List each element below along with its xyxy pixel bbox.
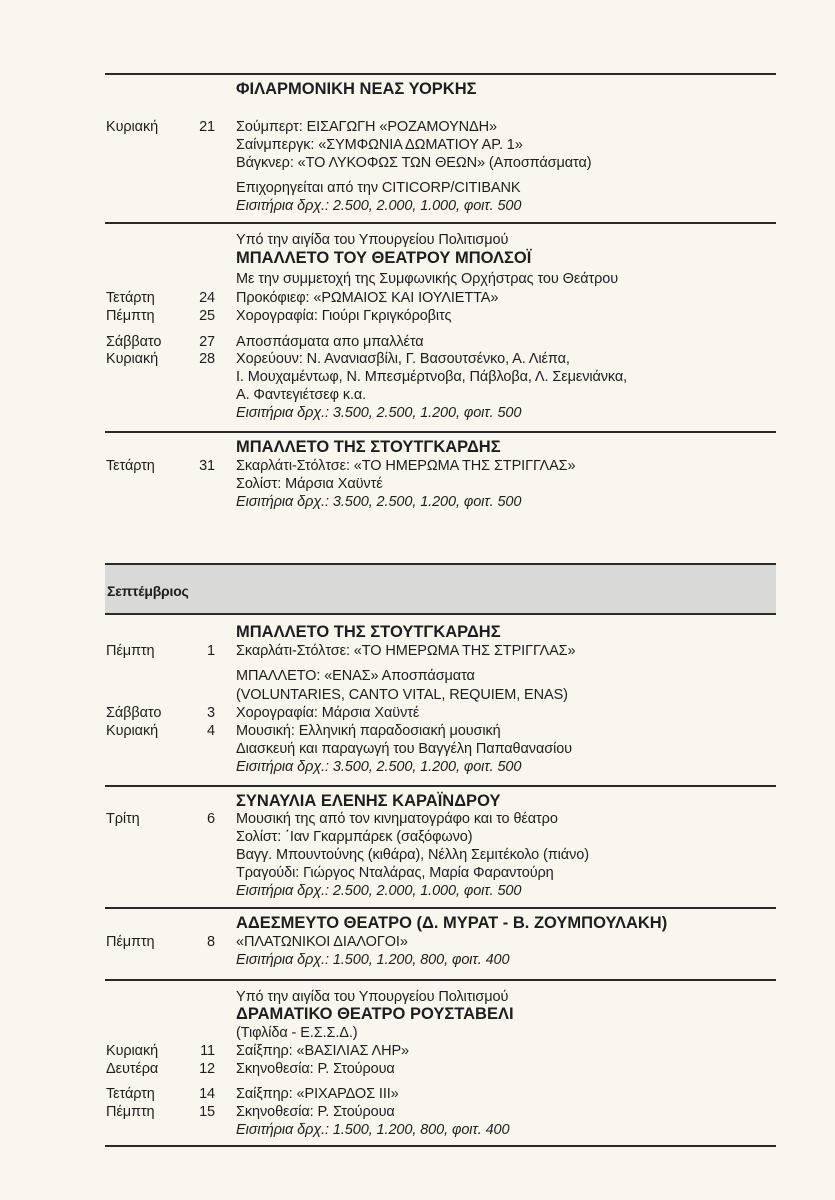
ticket-prices: Εισιτήρια δρχ.: 1.500, 1.200, 800, φοιτ. 400: [236, 952, 510, 968]
ticket-prices: Εισιτήρια δρχ.: 2.500, 2.000, 1.000, φοιτ. 500: [236, 198, 522, 214]
event-line: Μουσική: Ελληνική παραδοσιακή μουσική: [236, 723, 501, 739]
event-line: Σαίξπηρ: «ΡΙΧΑΡΔΟΣ ΙΙΙ»: [236, 1086, 399, 1102]
event-date: 3: [207, 705, 215, 721]
event-date: 11: [200, 1043, 215, 1059]
divider: [105, 1145, 776, 1147]
month-header: [105, 563, 776, 615]
event-title: ΑΔΕΣΜΕΥΤΟ ΘΕΑΤΡΟ (Δ. ΜΥΡΑΤ - Β. ΖΟΥΜΠΟΥΛΑΚΗ): [236, 914, 668, 932]
event-date: 4: [207, 723, 215, 739]
event-line: «ΠΛΑΤΩΝΙΚΟΙ ΔΙΑΛΟΓΟΙ»: [236, 934, 408, 950]
event-day: Τετάρτη: [106, 290, 155, 306]
event-date: 27: [199, 334, 215, 350]
event-day: Τετάρτη: [106, 1086, 155, 1102]
event-line: Α. Φαντεγιέτσεφ κ.α.: [236, 387, 367, 403]
event-title: ΔΡΑΜΑΤΙΚΟ ΘΕΑΤΡΟ ΡΟΥΣΤΑΒΕΛΙ: [236, 1005, 514, 1023]
event-day: Πέμπτη: [106, 1104, 155, 1120]
ticket-prices: Εισιτήρια δρχ.: 1.500, 1.200, 800, φοιτ. 400: [236, 1122, 510, 1138]
event-day: Δευτέρα: [106, 1061, 159, 1077]
event-line: Μουσική της από τον κινηματογράφο και το θέατρο: [236, 811, 558, 827]
event-title: ΜΠΑΛΛΕΤΟ ΤΟΥ ΘΕΑΤΡΟΥ ΜΠΟΛΣΟΪ: [236, 249, 532, 267]
divider: [105, 907, 776, 909]
event-line: (VOLUNTARIES, CANTO VITAL, REQUIEM, ENAS): [236, 687, 568, 703]
event-date: 31: [199, 458, 215, 474]
event-line: Σολίστ: Μάρσια Χαϋντέ: [236, 476, 383, 492]
event-line: Προκόφιεφ: «ΡΩΜΑΙΟΣ ΚΑΙ ΙΟΥΛΙΕΤΤΑ»: [236, 290, 499, 306]
event-day: Κυριακή: [106, 351, 159, 367]
event-date: 8: [207, 934, 215, 950]
event-date: 21: [199, 119, 215, 135]
event-date: 28: [199, 351, 215, 367]
event-line: Σαίνμπεργκ: «ΣΥΜΦΩΝΙΑ ΔΩΜΑΤΙΟΥ ΑΡ. 1»: [236, 137, 523, 153]
event-line: Σολίστ: ΄Ιαν Γκαρμπάρεκ (σαξόφωνο): [236, 829, 473, 845]
event-day: Πέμπτη: [106, 934, 155, 950]
event-line: Χορογραφία: Γιούρι Γκριγκόροβιτς: [236, 308, 452, 324]
event-line: Τραγούδι: Γιώργος Νταλάρας, Μαρία Φαραντούρη: [236, 865, 554, 881]
event-day: Τετάρτη: [106, 458, 155, 474]
divider: [105, 785, 776, 787]
event-day: Κυριακή: [106, 1043, 159, 1059]
sponsor-line: Επιχορηγείται από την CITICORP/CITIBANK: [236, 180, 521, 196]
event-line: Σκαρλάτι-Στόλτσε: «ΤΟ ΗΜΕΡΩΜΑ ΤΗΣ ΣΤΡΙΓΓΛΑΣ»: [236, 643, 576, 659]
event-line: Σκαρλάτι-Στόλτσε: «ΤΟ ΗΜΕΡΩΜΑ ΤΗΣ ΣΤΡΙΓΓΛΑΣ»: [236, 458, 576, 474]
patronage-line: Υπό την αιγίδα του Υπουργείου Πολιτισμού: [236, 232, 509, 248]
event-line: Σκηνοθεσία: Ρ. Στούρουα: [236, 1061, 395, 1077]
event-line: Σκηνοθεσία: Ρ. Στούρουα: [236, 1104, 395, 1120]
divider: [105, 222, 776, 224]
ticket-prices: Εισιτήρια δρχ.: 3.500, 2.500, 1.200, φοιτ. 500: [236, 405, 522, 421]
event-line: Χορογραφία: Μάρσια Χαϋντέ: [236, 705, 420, 721]
event-line: Χορεύουν: Ν. Ανανιασβίλι, Γ. Βασουτσένκο, Α. Λιέπα,: [236, 351, 570, 367]
event-day: Τρίτη: [106, 811, 140, 827]
event-day: Πέμπτη: [106, 643, 155, 659]
event-title: ΦΙΛΑΡΜΟΝΙΚΗ ΝΕΑΣ ΥΟΡΚΗΣ: [236, 80, 477, 98]
event-date: 12: [199, 1061, 215, 1077]
month-label: Σεπτέμβριος: [107, 583, 189, 599]
event-date: 15: [199, 1104, 215, 1120]
event-line: ΜΠΑΛΛΕΤΟ: «ΕΝΑΣ» Αποσπάσματα: [236, 668, 475, 684]
divider: [105, 979, 776, 981]
event-date: 6: [207, 811, 215, 827]
event-line: Βαγγ. Μπουντούνης (κιθάρα), Νέλλη Σεμιτέκολο (πιάνο): [236, 847, 589, 863]
divider: [105, 73, 776, 75]
event-title: ΜΠΑΛΛΕΤΟ ΤΗΣ ΣΤΟΥΤΓΚΑΡΔΗΣ: [236, 438, 501, 456]
event-date: 25: [199, 308, 215, 324]
event-day: Πέμπτη: [106, 308, 155, 324]
divider: [105, 431, 776, 433]
event-line: Ι. Μουχαμέντωφ, Ν. Μπεσμέρτνοβα, Πάβλοβα, Λ. Σεμενιάνκα,: [236, 369, 628, 385]
event-line: Διασκευή και παραγωγή του Βαγγέλη Παπαθανασίου: [236, 741, 572, 757]
event-line: Με την συμμετοχή της Συμφωνικής Ορχήστρας του Θεάτρου: [236, 271, 619, 287]
ticket-prices: Εισιτήρια δρχ.: 3.500, 2.500, 1.200, φοιτ. 500: [236, 494, 522, 510]
event-line: Βάγκνερ: «ΤΟ ΛΥΚΟΦΩΣ ΤΩΝ ΘΕΩΝ» (Αποσπάσματα): [236, 155, 592, 171]
event-day: Κυριακή: [106, 723, 159, 739]
event-line: Αποσπάσματα απο μπαλλέτα: [236, 334, 424, 350]
ticket-prices: Εισιτήρια δρχ.: 3.500, 2.500, 1.200, φοιτ. 500: [236, 759, 522, 775]
event-date: 24: [199, 290, 215, 306]
event-day: Σάββατο: [106, 334, 162, 350]
patronage-line: Υπό την αιγίδα του Υπουργείου Πολιτισμού: [236, 989, 509, 1005]
event-day: Σάββατο: [106, 705, 162, 721]
event-day: Κυριακή: [106, 119, 159, 135]
event-date: 14: [199, 1086, 215, 1102]
event-title: ΜΠΑΛΛΕΤΟ ΤΗΣ ΣΤΟΥΤΓΚΑΡΔΗΣ: [236, 623, 501, 641]
event-line: (Τιφλίδα - Ε.Σ.Σ.Δ.): [236, 1025, 358, 1041]
event-title: ΣΥΝΑΥΛΙΑ ΕΛΕΝΗΣ ΚΑΡΑΪΝΔΡΟΥ: [236, 792, 501, 810]
event-date: 1: [207, 643, 215, 659]
ticket-prices: Εισιτήρια δρχ.: 2.500, 2.000, 1.000, φοιτ. 500: [236, 883, 522, 899]
event-line: Σούμπερτ: ΕΙΣΑΓΩΓΗ «ΡΟΖΑΜΟΥΝΔΗ»: [236, 119, 497, 135]
event-line: Σαίξπηρ: «ΒΑΣΙΛΙΑΣ ΛΗΡ»: [236, 1043, 410, 1059]
